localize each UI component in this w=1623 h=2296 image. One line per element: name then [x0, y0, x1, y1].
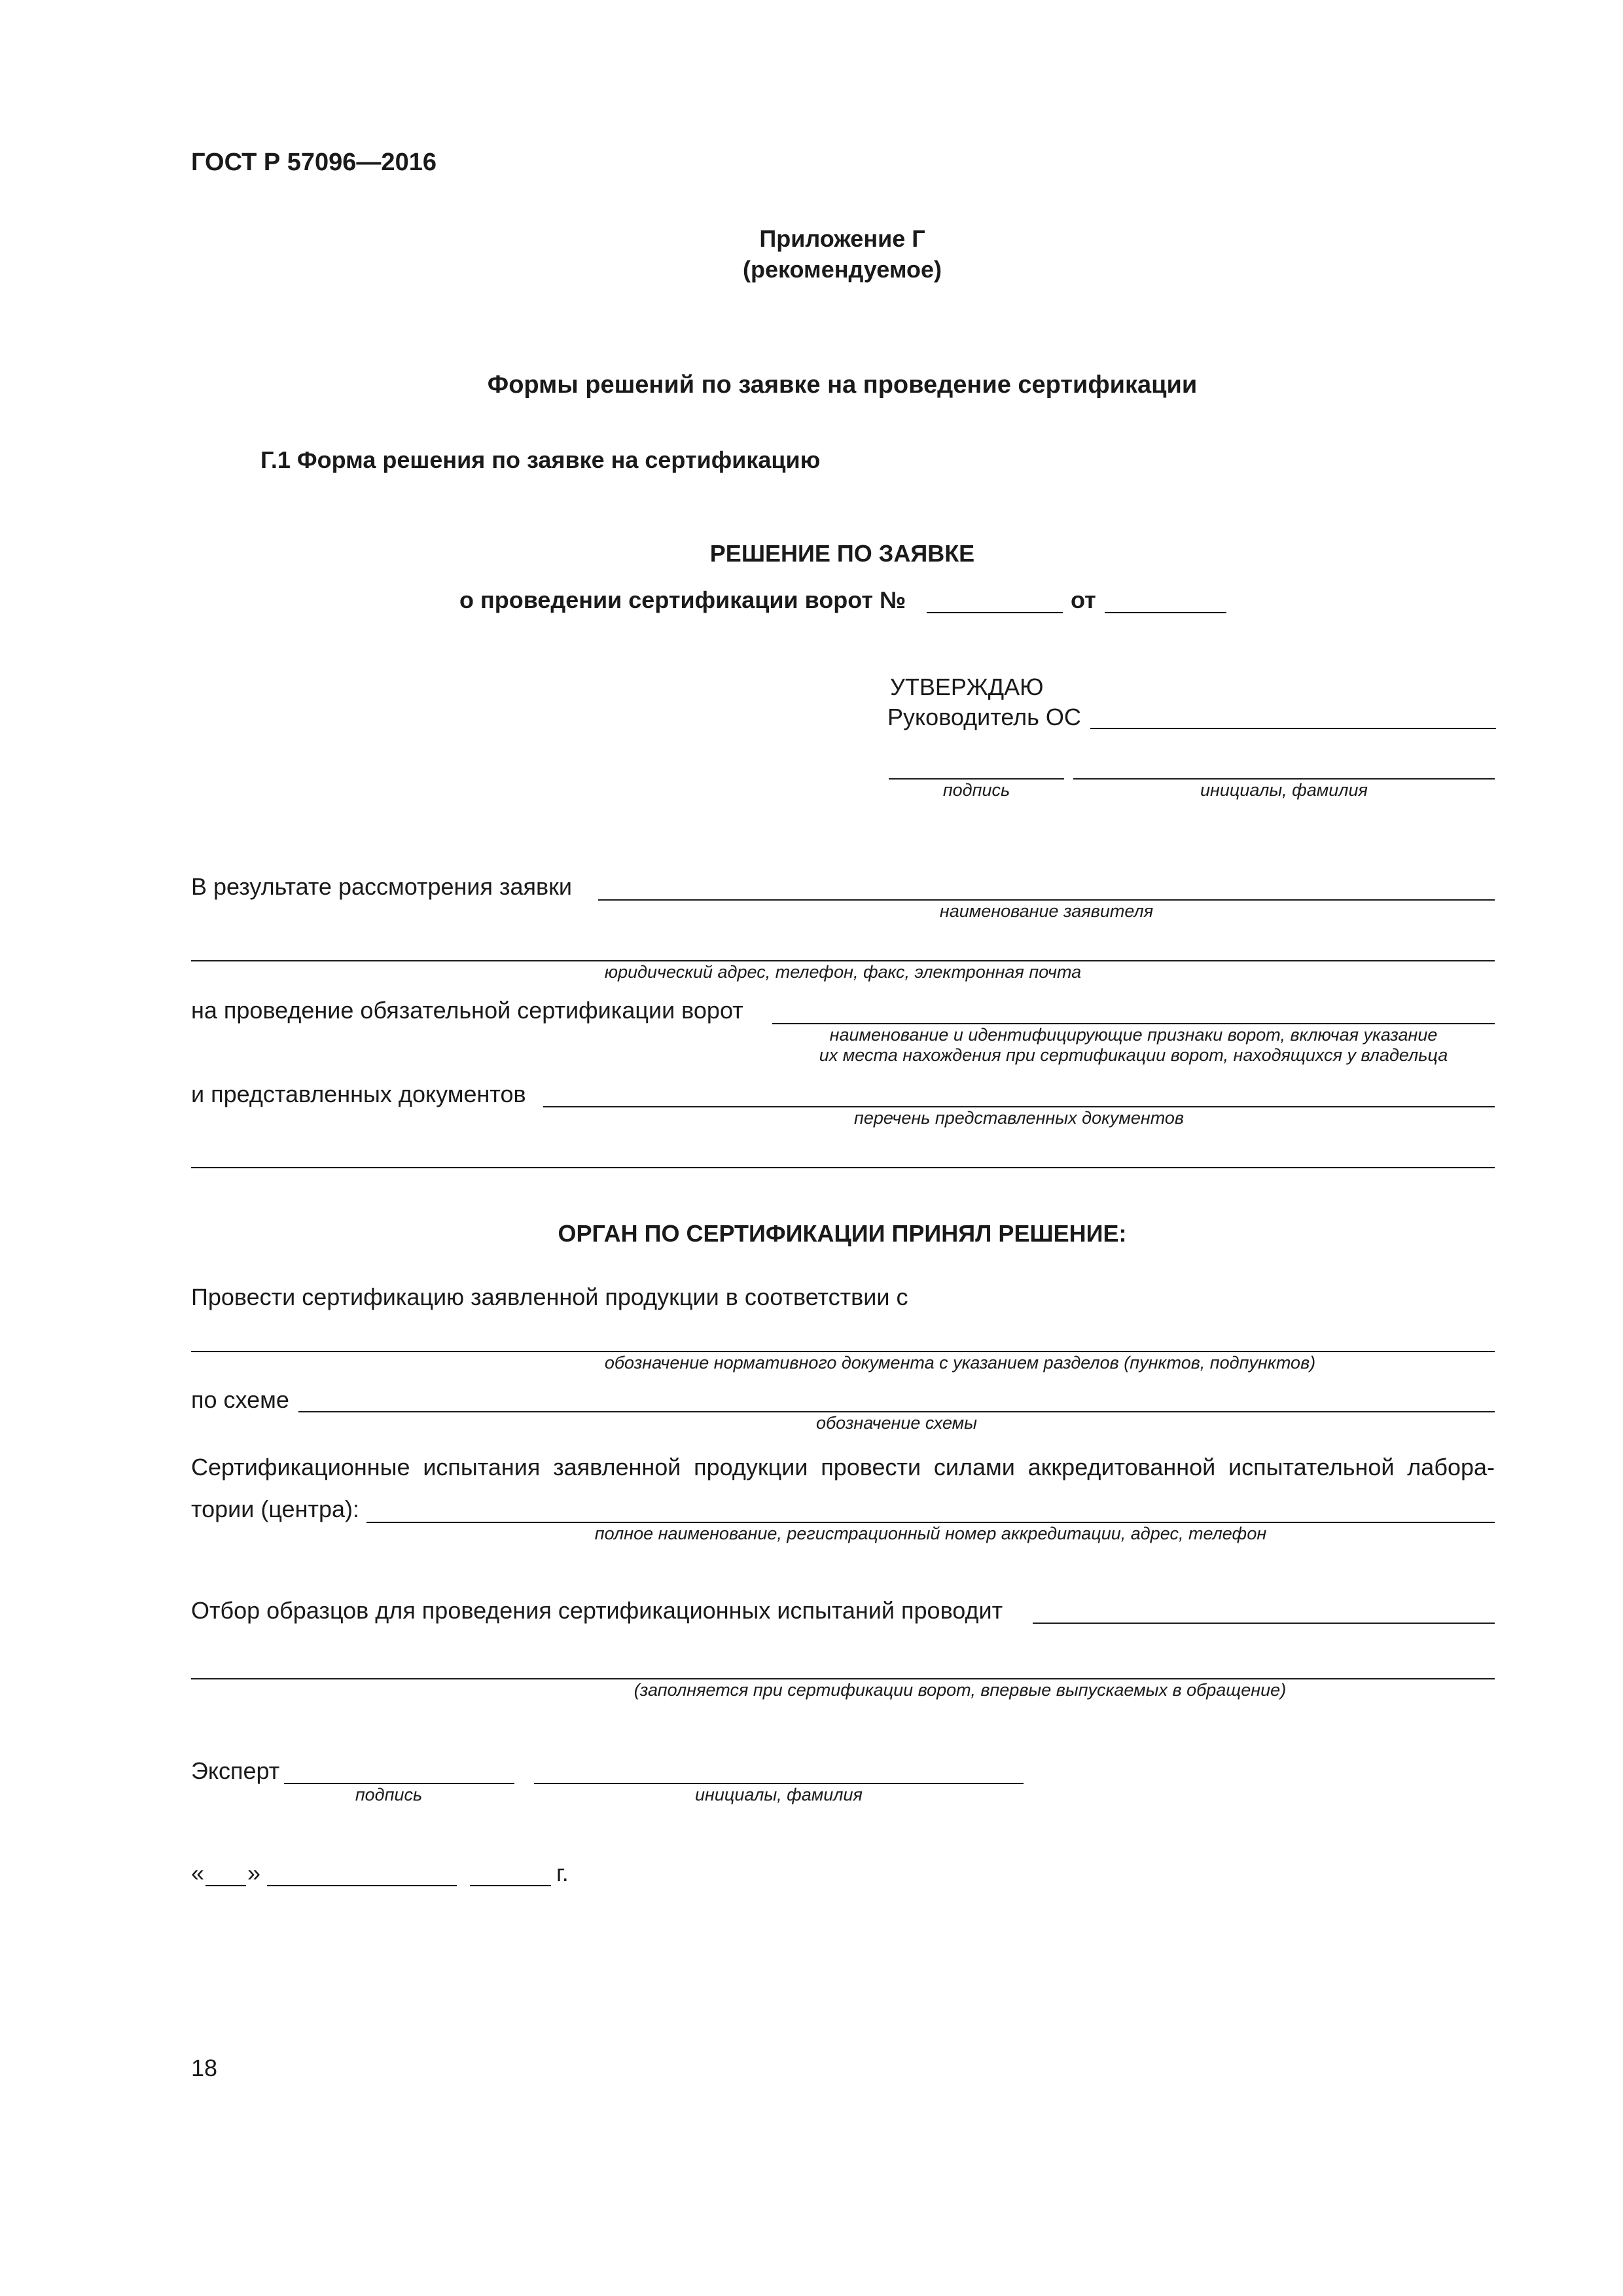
applicant-caption: наименование заявителя	[939, 901, 1154, 921]
sampling-caption: (заполняется при сертификации ворот, впервые выпускаемых в обращение)	[633, 1680, 1287, 1700]
expert-initials-caption: инициалы, фамилия	[695, 1785, 863, 1804]
head-initials-field[interactable]	[1073, 778, 1495, 780]
expert-signature-field[interactable]	[284, 1783, 514, 1784]
date-day-field[interactable]	[205, 1885, 246, 1886]
scheme-field[interactable]	[298, 1411, 1495, 1412]
sampling-field[interactable]	[1033, 1623, 1495, 1624]
body-decision-heading: ОРГАН ПО СЕРТИФИКАЦИИ ПРИНЯЛ РЕШЕНИЕ:	[558, 1220, 1127, 1247]
gate-label: на проведение обязательной сертификации ворот	[191, 997, 743, 1024]
standard-designation: ГОСТ Р 57096—2016	[191, 149, 437, 176]
date-year-field[interactable]	[470, 1885, 551, 1886]
result-label: В результате рассмотрения заявки	[191, 873, 572, 900]
docs-field[interactable]	[543, 1106, 1495, 1107]
sampling-field-continued[interactable]	[191, 1678, 1495, 1679]
section-title: Формы решений по заявке на проведение сертификации	[487, 371, 1198, 399]
date-close-quote: »	[247, 1859, 261, 1886]
gate-field[interactable]	[772, 1023, 1495, 1024]
date-open-quote: «	[191, 1859, 205, 1886]
lab-caption: полное наименование, регистрационный номер аккредитации, адрес, телефон	[594, 1524, 1267, 1543]
docs-caption: перечень представленных документов	[853, 1108, 1185, 1128]
head-initials-caption: инициалы, фамилия	[1200, 780, 1368, 800]
docs-field-continued[interactable]	[191, 1167, 1495, 1168]
head-signature-field[interactable]	[889, 778, 1064, 780]
applicant-field[interactable]	[598, 899, 1495, 901]
date-month-field[interactable]	[267, 1885, 457, 1886]
expert-signature-caption: подпись	[355, 1785, 423, 1804]
tests-line-1: Сертификационные испытания заявленной продукции провести силами аккредитованной испытательной лабора-	[191, 1454, 1495, 1480]
head-name-field[interactable]	[1090, 728, 1496, 729]
scheme-label: по схеме	[191, 1386, 289, 1413]
tests-line-2: тории (центра):	[191, 1496, 359, 1522]
page-number: 18	[191, 2054, 218, 2081]
decision-subtitle: о проведении сертификации ворот №	[459, 586, 906, 613]
lab-field[interactable]	[366, 1522, 1495, 1523]
expert-label: Эксперт	[191, 1757, 280, 1784]
head-signature-caption: подпись	[942, 780, 1010, 800]
normdoc-caption: обозначение нормативного документа с указанием разделов (пунктов, подпунктов)	[604, 1353, 1316, 1372]
expert-initials-field[interactable]	[534, 1783, 1024, 1784]
decision-title: РЕШЕНИЕ ПО ЗАЯВКЕ	[709, 540, 975, 567]
decision-date-field[interactable]	[1105, 612, 1226, 613]
head-label: Руководитель ОС	[887, 704, 1081, 730]
subsection-title: Г.1 Форма решения по заявке на сертификацию	[260, 446, 821, 473]
conduct-label: Провести сертификацию заявленной продукции в соответствии с	[191, 1283, 908, 1310]
approve-label: УТВЕРЖДАЮ	[890, 673, 1044, 700]
normdoc-field[interactable]	[191, 1351, 1495, 1352]
address-caption: юридический адрес, телефон, факс, электронная почта	[604, 962, 1082, 982]
appendix-title: Приложение Г	[759, 225, 925, 252]
decision-from-label: от	[1071, 586, 1096, 613]
address-field[interactable]	[191, 960, 1495, 961]
sampling-label: Отбор образцов для проведения сертификационных испытаний проводит	[191, 1597, 1003, 1624]
date-year-suffix: г.	[556, 1859, 569, 1886]
gate-caption-2: их места нахождения при сертификации ворот, находящихся у владельца	[819, 1045, 1448, 1065]
decision-number-field[interactable]	[927, 612, 1063, 613]
appendix-status: (рекомендуемое)	[743, 256, 942, 283]
docs-label: и представленных документов	[191, 1081, 526, 1107]
scheme-caption: обозначение схемы	[815, 1413, 978, 1433]
gate-caption-1: наименование и идентифицирующие признаки ворот, включая указание	[829, 1025, 1438, 1045]
